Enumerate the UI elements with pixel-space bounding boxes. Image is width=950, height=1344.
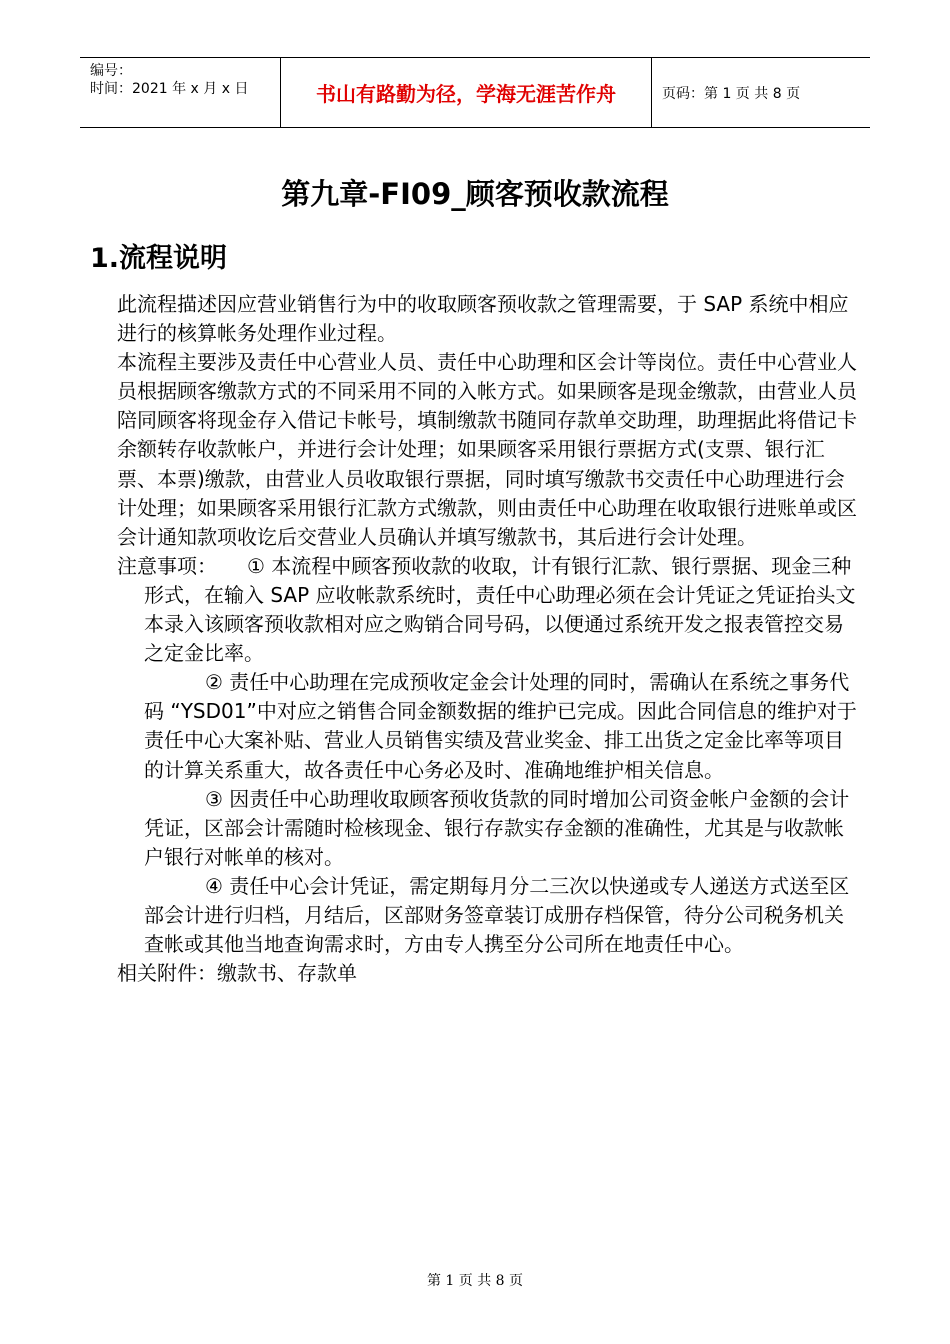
page-footer: 第 1 页 共 8 页: [426, 1273, 524, 1289]
page-title: 第九章-FI09_顾客预收款流程: [281, 177, 669, 211]
section-heading: 1.流程说明: [90, 243, 228, 274]
time-label: 时间：2021 年 x 月 x 日: [90, 81, 249, 97]
header-motto: 书山有路勤为径，学海无涯苦作舟: [281, 58, 652, 127]
notes-block: [117, 552, 862, 959]
number-label: 编号：: [90, 63, 132, 79]
attachments-line: 相关附件：缴款书、存款单: [117, 961, 357, 986]
note-item-1: 注意事项： ① 本流程中顾客预收款的收取，计有银行汇款、银行票据、现金三种形式，在输入 SAP 应收帐款系统时，责任中心助理必须在会计凭证之凭证抬头文本录入该顾客预收款相对应之购销合同号码，以便通过系统开发之报表管控交易之定金比率。: [117, 553, 856, 666]
header-page-label: 页码：第 1 页 共 8 页: [662, 85, 801, 102]
paragraph-description: 此流程描述因应营业销售行为中的收取顾客预收款之管理需要，于 SAP 系统中相应进行的核算帐务处理作业过程。: [117, 292, 849, 346]
notes-label: 注意事项：: [117, 553, 217, 578]
note-item-3: ③ 因责任中心助理收取顾客预收货款的同时增加公司资金帐户金额的会计凭证，区部会计需随时检核现金、银行存款实存金额的准确性，尤其是与收款帐户银行对帐单的核对。: [144, 786, 850, 869]
header-meta: [80, 58, 281, 127]
note-item-2: ② 责任中心助理在完成预收定金会计处理的同时，需确认在系统之事务代码 “YSD01”中对应之销售合同金额数据的维护已完成。因此合同信息的维护对于责任中心大案补贴、营业人员销售实绩及营业奖金、排工出货之定金比率等项目的计算关系重大，故各责任中心务必及时、准确地维护相关信息。: [144, 670, 857, 782]
note-item-4: ④ 责任中心会计凭证，需定期每月分二三次以快递或专人递送方式送至区部会计进行归档，月结后，区部财务签章装订成册存档保管，待分公司税务机关查帐或其他当地查询需求时，方由专人携至分公司所在地责任中心。: [144, 873, 850, 957]
body-text: [117, 290, 862, 988]
paragraph-process: 本流程主要涉及责任中心营业人员、责任中心助理和区会计等岗位。责任中心营业人员根据顾客缴款方式的不同采用不同的入帐方式。如果顾客是现金缴款，由营业人员陪同顾客将现金存入借记卡帐号，填制缴款书随同存款单交助理，助理据此将借记卡余额转存收款帐户，并进行会计处理；如果顾客采用银行票据方式(支票、银行汇票、本票)缴款，由营业人员收取银行票据，同时填写缴款书交责任中心助理进行会计处理；如果顾客采用银行汇款方式缴款，则由责任中心助理在收取银行进账单或区会计通知款项收讫后交营业人员确认并填写缴款书，其后进行会计处理。: [117, 350, 857, 549]
document-header: [80, 57, 870, 128]
